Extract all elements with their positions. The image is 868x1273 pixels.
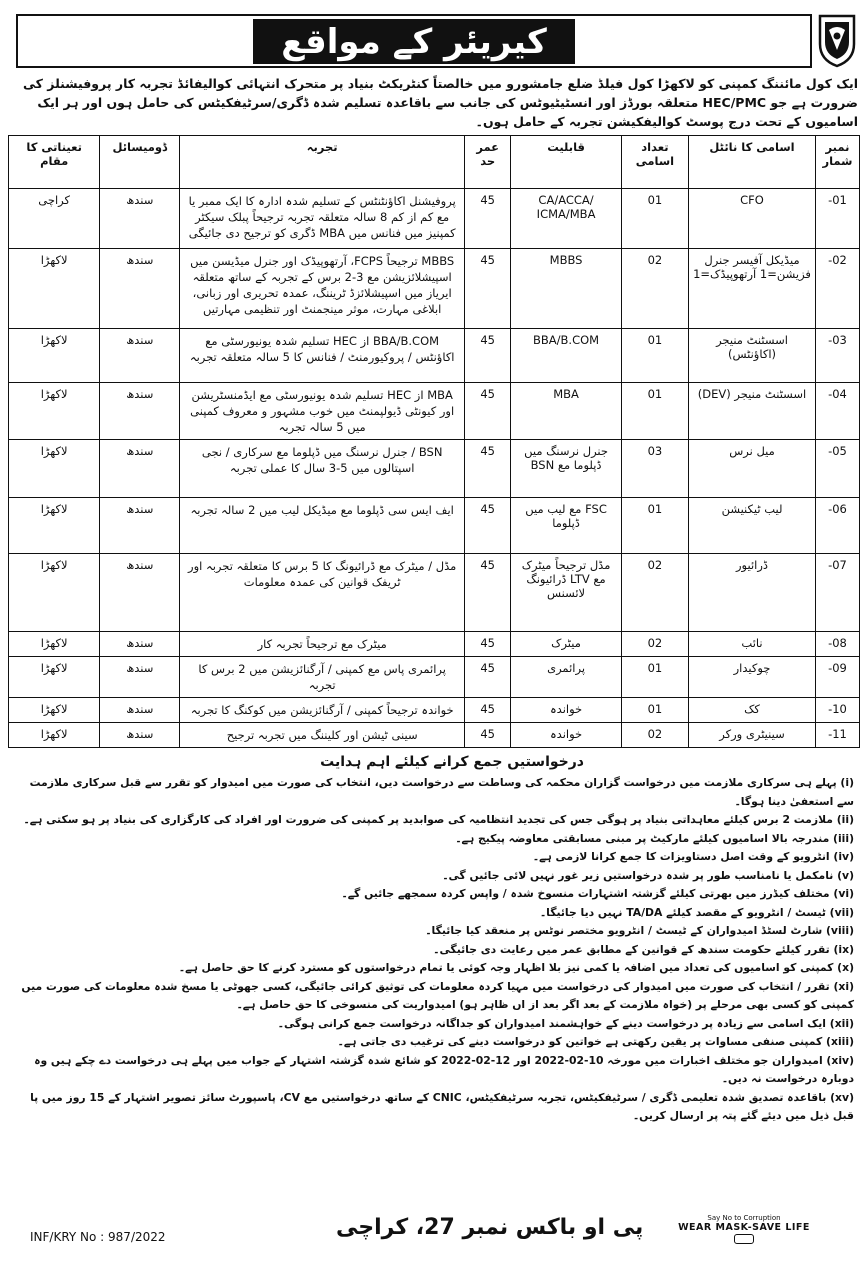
instruction-item: (xii) ایک اسامی سے زیادہ پر درخواست دینے کے خواہشمند امیدواران کو جداگانہ درخواست جمع کرانی ہوگی۔ [277, 1016, 854, 1030]
col-post: اسامی کا نائٹل [689, 136, 816, 189]
cell-post: لیب ٹیکنیشن [689, 498, 816, 554]
cell-posting: لاکھڑا [9, 498, 100, 554]
cell-experience: ایف ایس سی ڈپلوما مع میڈیکل لیب میں 2 سالہ تجربہ [180, 498, 465, 554]
cell-posting: لاکھڑا [9, 723, 100, 748]
slogan-block [678, 1214, 810, 1246]
cell-posting: لاکھڑا [9, 554, 100, 632]
cell-count: 01 [621, 383, 688, 440]
cell-qualification: MBBS [511, 249, 621, 329]
cell-count: 01 [621, 498, 688, 554]
cell-post: سینیٹری ورکر [689, 723, 816, 748]
cell-experience: پرائمری پاس مع کمپنی / آرگنائزیشن میں 2 برس کا تجربہ [180, 657, 465, 698]
cell-sno: -03 [815, 329, 859, 383]
table-row [9, 189, 860, 249]
cell-posting: لاکھڑا [9, 383, 100, 440]
slogan-top: Say No to Corruption [707, 1214, 781, 1222]
cell-sno: -07 [815, 554, 859, 632]
col-count: تعداد اسامی [621, 136, 688, 189]
cell-domicile: سندھ [100, 554, 180, 632]
cell-qualification: میٹرک [511, 632, 621, 657]
col-age: عمر حد [465, 136, 511, 189]
cell-qualification: CA/ACCA/ ICMA/MBA [511, 189, 621, 249]
cell-age: 45 [465, 698, 511, 723]
cell-age: 45 [465, 383, 511, 440]
instruction-item: (x) کمپنی کو اسامیوں کی تعداد میں اضافہ یا کمی نیز بلا اظہار وجہ کوئی یا تمام درخواستوں کو مسترد کرنے کا حق حاصل ہے۔ [178, 961, 854, 974]
cell-domicile: سندھ [100, 189, 180, 249]
cell-experience: BSN / جنرل نرسنگ میں ڈپلوما مع سرکاری / نجی اسپتالوں میں 5-3 سال کا عملی تجربہ [180, 440, 465, 498]
slogan-main: WEAR MASK-SAVE LIFE [678, 1222, 810, 1233]
cell-experience: پروفیشنل اکاؤنٹنٹس کے تسلیم شدہ ادارہ کا ایک ممبر یا مع کم از کم 8 سالہ متعلقہ تجربہ ترجیحاً پبلک سیکٹر کمپنیز میں فنانس میں MBA ڈگری کو ترجیح دی جائیگی [180, 189, 465, 249]
cell-qualification: BBA/B.COM [511, 329, 621, 383]
instruction-item: (ii) ملازمت 2 برس کیلئے معاہداتی بنیاد پر ہوگی جس کی تجدید انتظامیہ کی صوابدید پر کمپنی کی ضرورت اور افراد کی کارگزاری کی بنیاد پر ہو سکتی ہے۔ [23, 813, 854, 826]
cell-qualification: جنرل نرسنگ میں ڈپلوما مع BSN [511, 440, 621, 498]
footer [6, 1196, 862, 1266]
cell-count: 03 [621, 440, 688, 498]
cell-post: ڈرائیور [689, 554, 816, 632]
cell-age: 45 [465, 498, 511, 554]
instruction-item: (vii) ٹیسٹ / انٹرویو کے مقصد کیلئے TA/DA نہیں دیا جائیگا۔ [539, 905, 854, 919]
cell-qualification: مڈل ترجیحاً میٹرک مع LTV ڈرائیونگ لائسنس [511, 554, 621, 632]
cell-count: 02 [621, 723, 688, 748]
cell-age: 45 [465, 329, 511, 383]
table-header-row [9, 136, 860, 189]
reference-number: INF/KRY No : 987/2022 [30, 1230, 166, 1244]
cell-qualification: MBA [511, 383, 621, 440]
instruction-item: (xi) تقرر / انتخاب کی صورت میں امیدوار کی درخواست میں مہیا کردہ معلومات کی توثیق کرائی جائیگی، کسی جھوٹی یا مسخ شدہ معلومات کی صورت میں کمپنی کو کسی بھی مرحلے پر (خواہ ملازمت کے بعد اگر بعد از اں ظاہر ہو) امیدواریت کی منسوخی کا حق حاصل ہے۔ [21, 979, 854, 1011]
cell-qualification: پرائمری [511, 657, 621, 698]
table-row [9, 698, 860, 723]
cell-sno: -10 [815, 698, 859, 723]
cell-age: 45 [465, 723, 511, 748]
cell-experience: سینی ٹیشن اور کلیننگ میں تجربہ ترجیح [180, 723, 465, 748]
instruction-item: (v) نامکمل یا نامناسب طور پر شدہ درخواستیں زیر غور نہیں لائی جائیں گی۔ [442, 868, 854, 882]
cell-age: 45 [465, 249, 511, 329]
instruction-item: (i) پہلے ہی سرکاری ملازمت میں درخواست گزاران محکمہ کی وساطت سے درخواست دیں، انتخاب کی صورت میں امیدوار کو تقرر سے قبل سرکاری ملازمت سے استعفیٰ دینا ہوگا۔ [29, 776, 854, 808]
instructions-heading: درخواستیں جمع کرانے کیلئے اہم ہدایت [320, 754, 584, 770]
cell-posting: کراچی [9, 189, 100, 249]
instructions-section [6, 748, 862, 1126]
cell-domicile: سندھ [100, 632, 180, 657]
mask-icon [734, 1234, 754, 1244]
cell-age: 45 [465, 554, 511, 632]
cell-count: 01 [621, 657, 688, 698]
cell-sno: -04 [815, 383, 859, 440]
cell-post: CFO [689, 189, 816, 249]
table-row [9, 632, 860, 657]
col-domicile: ڈومیسائل [100, 136, 180, 189]
cell-age: 45 [465, 657, 511, 698]
cell-domicile: سندھ [100, 440, 180, 498]
cell-count: 02 [621, 249, 688, 329]
table-row [9, 383, 860, 440]
table-row [9, 723, 860, 748]
cell-posting: لاکھڑا [9, 249, 100, 329]
cell-sno: -11 [815, 723, 859, 748]
cell-sno: -02 [815, 249, 859, 329]
cell-count: 01 [621, 698, 688, 723]
cell-posting: لاکھڑا [9, 440, 100, 498]
cell-experience: MBA از HEC تسلیم شدہ یونیورسٹی مع ایڈمنسٹریشن اور کیونٹی ڈیولپمنٹ میں خوب مشہور و معروف کمپنی میں 5 سالہ تجربہ [180, 383, 465, 440]
instruction-item: (iii) مندرجہ بالا اسامیوں کیلئے مارکیٹ پر مبنی مسابقتی معاوضہ پیکیج ہے۔ [455, 831, 854, 845]
instruction-item: (viii) شارٹ لسٹڈ امیدواران کے ٹیسٹ / انٹرویو مختصر نوٹس پر منعقد کیا جائیگا۔ [425, 924, 854, 937]
cell-sno: -05 [815, 440, 859, 498]
cell-post: کک [689, 698, 816, 723]
cell-domicile: سندھ [100, 249, 180, 329]
table-row [9, 554, 860, 632]
cell-age: 45 [465, 632, 511, 657]
cell-count: 01 [621, 189, 688, 249]
advertisement-page [6, 4, 862, 1266]
instruction-item: (xiv) امیدواران جو مختلف اخبارات میں مورخہ 10-02-2022 اور 12-02-2022 کو شائع شدہ گزشتہ اشتہار کے جواب میں پہلے ہی درخواست دے چکے ہیں وہ دوبارہ درخواست نہ دیں۔ [34, 1053, 854, 1085]
page-title: کیریئر کے مواقع [253, 19, 574, 64]
title-bar [16, 14, 812, 68]
instruction-item: (vi) مختلف کیڈرز میں بھرتی کیلئے گزشتہ اشتہارات منسوخ شدہ / واپس کردہ سمجھے جائیں گے۔ [341, 887, 854, 900]
cell-experience: MBBS ترجیحاً FCPS، آرتھوپیڈک اور جنرل میڈیسن میں اسپیشلائزیشن مع 3-2 برس کے تجربہ کے ساتھ متعلقہ ایریاز میں اسپیشلائزڈ ٹریننگ، عمدہ تحریری اور زبانی، ابلاغی مہارت، موثر مینجمنٹ اور تنظیمی مہارتیں [180, 249, 465, 329]
cell-count: 02 [621, 632, 688, 657]
col-qualification: قابلیت [511, 136, 621, 189]
jobs-table [8, 135, 860, 748]
cell-qualification: خواندہ [511, 698, 621, 723]
header [6, 4, 862, 72]
cell-post: میل نرس [689, 440, 816, 498]
government-emblem-icon [816, 10, 858, 68]
col-posting: تعیناتی کا مقام [9, 136, 100, 189]
cell-experience: مڈل / میٹرک مع ڈرائیونگ کا 5 برس کا متعلقہ تجربہ اور ٹریفک قوانین کی عمدہ معلومات [180, 554, 465, 632]
cell-domicile: سندھ [100, 698, 180, 723]
cell-qualification: خواندہ [511, 723, 621, 748]
cell-posting: لاکھڑا [9, 698, 100, 723]
cell-qualification: FSC مع لیب میں ڈپلوما [511, 498, 621, 554]
cell-count: 02 [621, 554, 688, 632]
table-row [9, 329, 860, 383]
cell-sno: -06 [815, 498, 859, 554]
instruction-item: (xv) باقاعدہ تصدیق شدہ تعلیمی ڈگری / سرٹیفکیٹس، تجربہ سرٹیفکیٹس، CNIC کے ساتھ درخواستیں مع CV، پاسپورٹ سائز تصویر اشتہار کے 15 روز میں پا قبل ذیل میں دیئے گئے پتہ پر ارسال کریں۔ [30, 1090, 854, 1122]
table-row [9, 249, 860, 329]
cell-posting: لاکھڑا [9, 657, 100, 698]
instruction-item: (ix) تقرر کیلئے حکومت سندھ کے قوانین کے مطابق عمر میں رعایت دی جائیگی۔ [433, 942, 854, 956]
table-row [9, 498, 860, 554]
table-row [9, 657, 860, 698]
cell-experience: میٹرک مع ترجیحاً تجربہ کار [180, 632, 465, 657]
cell-domicile: سندھ [100, 657, 180, 698]
cell-domicile: سندھ [100, 329, 180, 383]
cell-post: اسسٹنٹ منیجر (اکاؤنٹس) [689, 329, 816, 383]
cell-sno: -01 [815, 189, 859, 249]
cell-count: 01 [621, 329, 688, 383]
cell-post: اسسٹنٹ منیجر (DEV) [689, 383, 816, 440]
cell-post: میڈیکل آفیسر جنرل فزیشن=1 آرتھوپیڈک=1 [689, 249, 816, 329]
cell-sno: -08 [815, 632, 859, 657]
cell-posting: لاکھڑا [9, 329, 100, 383]
instruction-item: (xiii) کمپنی صنفی مساوات پر یقین رکھتی ہے خواتین کو درخواست دینے کی ترغیب دی جاتی ہے۔ [337, 1035, 854, 1048]
cell-domicile: سندھ [100, 498, 180, 554]
table-row [9, 440, 860, 498]
cell-experience: BBA/B.COM از HEC تسلیم شدہ یونیورسٹی مع اکاؤنٹس / پروکیورمنٹ / فنانس کا 5 سالہ متعلقہ تجربہ [180, 329, 465, 383]
cell-sno: -09 [815, 657, 859, 698]
cell-age: 45 [465, 189, 511, 249]
cell-experience: خواندہ ترجیحاً کمپنی / آرگنائزیشن میں کوکنگ کا تجربہ [180, 698, 465, 723]
col-sno: نمبر شمار [815, 136, 859, 189]
instruction-item: (iv) انٹرویو کے وقت اصل دستاویزات کا جمع کرانا لازمی ہے۔ [532, 850, 854, 863]
cell-posting: لاکھڑا [9, 632, 100, 657]
col-experience: تجربہ [180, 136, 465, 189]
po-box-address: پی او باکس نمبر 27، کراچی [336, 1215, 644, 1240]
cell-age: 45 [465, 440, 511, 498]
intro-text: ایک کول مائننگ کمپنی کو لاکھڑا کول فیلڈ ضلع جامشورو میں خالصتاً کنٹریکٹ بنیاد پر متحرک انتہائی کوالیفائڈ تجربہ کار پروفیشنلز کی ضرورت ہے جو HEC/PMC متعلقہ بورڈز اور انسٹیٹیوٹس کی جانب سے باقاعدہ تسلیم شدہ ڈگری/سرٹیفکیٹس کی حامل ہوں اور ہر ایک اسامیوں کے تحت درج پوسٹ کوالیفکیشن تجربہ کے حامل ہوں۔ [23, 76, 858, 129]
cell-post: نائب [689, 632, 816, 657]
cell-post: چوکیدار [689, 657, 816, 698]
cell-domicile: سندھ [100, 723, 180, 748]
cell-domicile: سندھ [100, 383, 180, 440]
